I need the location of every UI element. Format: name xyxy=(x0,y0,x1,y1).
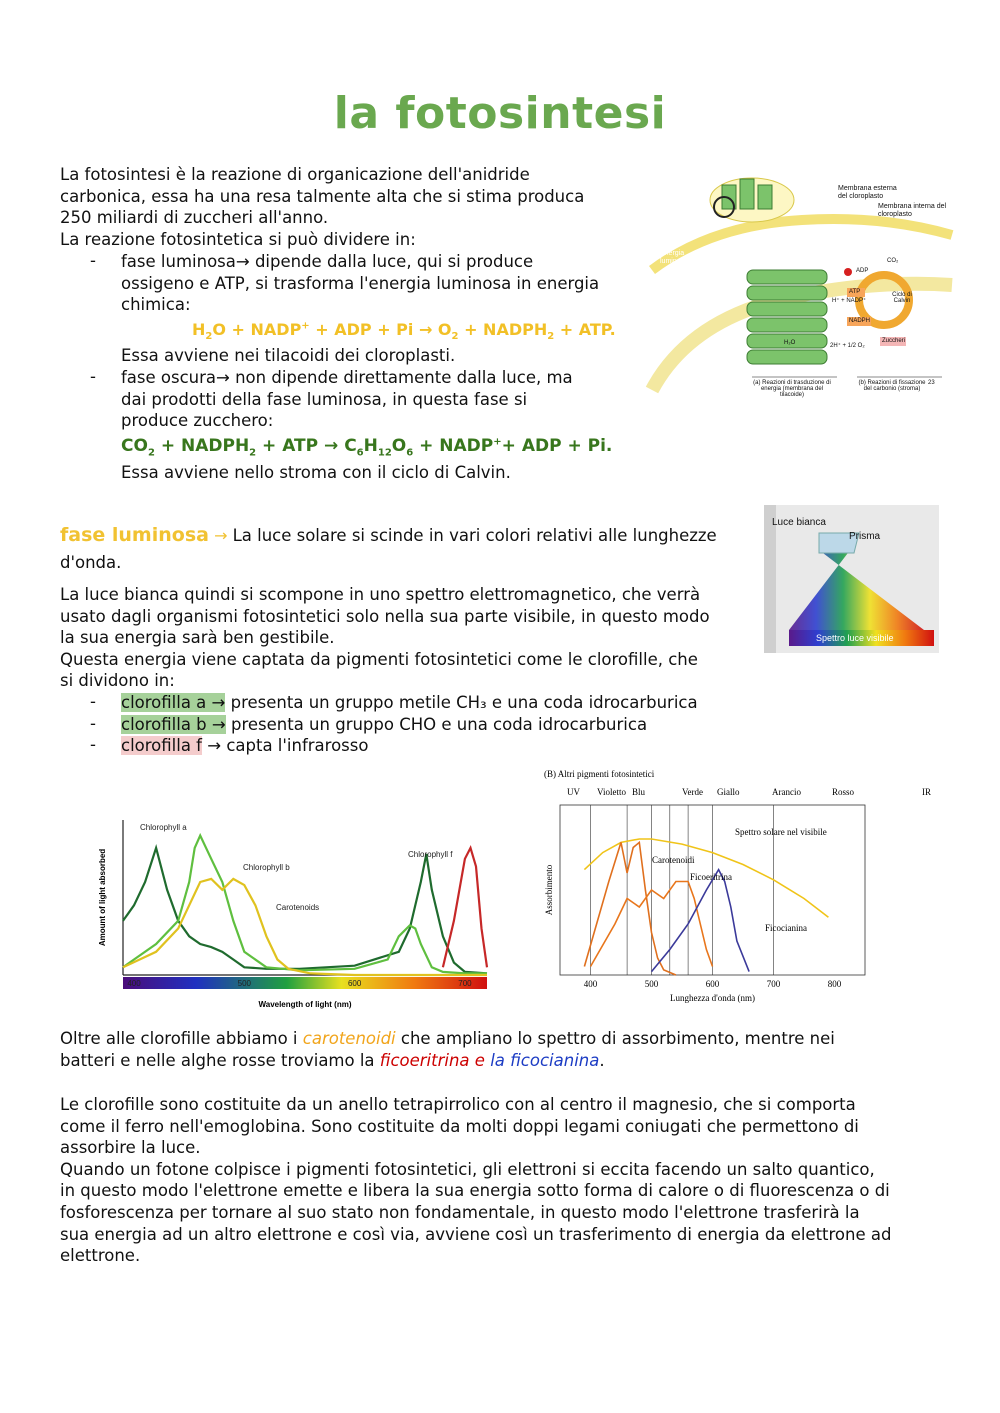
final-line: come il ferro nell'emoglobina. Sono costituite da molti doppi legami coniugati che permettono di xyxy=(60,1116,859,1136)
heading-arrow: → xyxy=(214,526,228,545)
chlorophyll-f-item xyxy=(121,735,368,757)
legend-label-carotenoids: Carotenoids xyxy=(276,903,320,912)
bullet-dash: - xyxy=(90,692,96,711)
h2o-label: H₂O xyxy=(784,340,796,346)
para-line: si dividono in: xyxy=(60,671,175,691)
light-phase-heading: fase luminosa xyxy=(60,524,209,546)
pigments-chart-svg xyxy=(540,765,931,1005)
light-energy-label: Energia luminosa xyxy=(660,250,689,265)
nadph-label: NADPH xyxy=(849,318,871,324)
final-line: assorbire la luce. xyxy=(60,1138,201,1158)
phase2-location: Essa avviene nello stroma con il ciclo di Calvin. xyxy=(121,463,511,482)
band-label-rosso: Rosso xyxy=(832,787,855,797)
para-line: usato dagli organismi fotosintetici solo nella sua parte visibile, in questo modo xyxy=(60,606,710,626)
phase1-line: chimica: xyxy=(121,295,191,315)
x-tick-label: 700 xyxy=(766,979,781,989)
carotenoids-line xyxy=(60,1050,940,1072)
band-label-uv: UV xyxy=(567,787,580,797)
visible-spectrum-label: Spettro luce visibile xyxy=(816,633,894,643)
light-phase-heading-line xyxy=(60,524,717,546)
x-axis-label: Lunghezza d'onda (nm) xyxy=(669,993,756,1003)
text-span: . xyxy=(599,1050,605,1070)
chlorophyll-a-item xyxy=(121,692,698,714)
wavelength-spectrum-bar xyxy=(123,977,487,989)
intro-line: La fotosintesi è la reazione di organicazione dell'anidride xyxy=(60,165,530,184)
text-span: batteri e nelle alghe rosse troviamo la xyxy=(60,1050,380,1070)
x-tick-label: 400 xyxy=(583,979,598,989)
ficocianina-term: la ficocianina xyxy=(490,1050,600,1070)
carotenoids-paragraph xyxy=(60,1028,940,1071)
absorption-chart-svg xyxy=(95,810,495,1015)
bullet-dash: - xyxy=(90,735,96,754)
x-tick-label: 800 xyxy=(827,979,842,989)
x-tick-label: 500 xyxy=(237,979,252,988)
phase1-item xyxy=(121,251,631,316)
bullet-dash: - xyxy=(90,251,96,270)
para-line: Questa energia viene captata da pigmenti fotosintetici come le clorofille, che xyxy=(60,649,698,669)
pigments-chart xyxy=(540,765,931,1005)
intro-line: 250 miliardi di zuccheri all'anno. xyxy=(60,208,329,228)
light-phase-intro-cont: d'onda. xyxy=(60,553,122,572)
light-phase-intro: La luce solare si scinde in vari colori relativi alle lunghezze xyxy=(232,526,717,545)
x-tick-label: 500 xyxy=(644,979,659,989)
final-line: Le clorofille sono costituite da un anello tetrapirrolico con al centro il magnesio, che si comporta xyxy=(60,1095,856,1114)
legend-label-spettro-solare-nel-visibile: Spettro solare nel visibile xyxy=(735,827,827,837)
outer-membrane-label: Membrana esterna del cloroplasto xyxy=(838,185,897,200)
y-axis-label: Assorbimento xyxy=(544,864,554,916)
sugars-label: Zuccheri xyxy=(882,338,906,344)
legend-label-chlorophyll-f: Chlorophyll f xyxy=(408,850,453,859)
band-label-violetto: Violetto xyxy=(597,787,626,797)
intro-paragraph xyxy=(60,164,630,250)
chlorophyll-a-name: clorofilla a → xyxy=(121,693,226,712)
calvin-label: Ciclo di Calvin xyxy=(892,292,912,304)
x-tick-label: 400 xyxy=(127,979,141,988)
phase2-item xyxy=(121,367,621,432)
final-line: Quando un fotone colpisce i pigmenti fotosintetici, gli elettroni si eccita facendo un salto quantico, xyxy=(60,1159,875,1179)
text-span: che ampliano lo spettro di assorbimento, mentre nei xyxy=(395,1029,835,1048)
chlorophyll-f-name: clorofilla f xyxy=(121,736,202,755)
prism-figure xyxy=(764,505,939,653)
page-number: 23 xyxy=(928,380,935,386)
para-line: La luce bianca quindi si scompone in uno spettro elettromagnetico, che verrà xyxy=(60,585,701,604)
chloroplast-diagram xyxy=(652,165,952,410)
inner-membrane-label: Membrana interna del cloroplasto xyxy=(878,203,947,218)
x-tick-label: 700 xyxy=(458,979,472,988)
absorption-chart xyxy=(95,810,495,1015)
nadp-label: H⁺ + NADP⁺ xyxy=(832,298,867,304)
light-phase-equation: $H_2O$ + NADP+ + ADP + $Pi \to O_2$ + $NADPH_2$ + ATP. xyxy=(192,320,616,343)
final-line: elettrone. xyxy=(60,1246,141,1266)
legend-label-carotenoidi: Carotenoidi xyxy=(652,855,695,865)
white-light-label: Luce bianca xyxy=(772,517,826,528)
y-axis-label: Amount of light absorbed xyxy=(98,848,107,947)
spectrum-paragraph xyxy=(60,584,760,692)
chlorophyll-f-desc: → capta l'infrarosso xyxy=(202,736,369,755)
phase1-line: fase luminosa→ dipende dalla luce, qui si produce xyxy=(121,252,534,271)
adp-label: ADP xyxy=(856,268,869,274)
legend-label-chlorophyll-a: Chlorophyll a xyxy=(140,823,187,832)
dark-phase-equation: $CO_2$ + $NADPH_2$ + ATP → $C_6H_{12}O_6$ + NADP++ ADP + Pi. xyxy=(121,436,613,459)
band-label-arancio: Arancio xyxy=(772,787,801,797)
phase2-line: dai prodotti della fase luminosa, in questa fase si xyxy=(121,389,528,409)
intro-line: La reazione fotosintetica si può dividere in: xyxy=(60,229,416,249)
ficoeritrina-term: ficoeritrina e xyxy=(379,1050,491,1070)
band-label-giallo: Giallo xyxy=(717,787,740,797)
atp-label: ATP xyxy=(849,289,861,295)
caption-b: (b) Reazioni di fissazione del carbonio (stroma) xyxy=(858,380,926,392)
bullet-dash: - xyxy=(90,367,96,386)
phase2-line: fase oscura→ non dipende direttamente dalla luce, ma xyxy=(121,368,573,387)
legend-label-ficocianina: Ficocianina xyxy=(765,923,807,933)
chlorophyll-structure-paragraph xyxy=(60,1094,950,1267)
chlorophyll-b-name: clorofilla b → xyxy=(121,715,226,734)
carotenoids-term: carotenoidi xyxy=(302,1029,396,1048)
co2-label: CO₂ xyxy=(887,258,899,264)
x-tick-label: 600 xyxy=(705,979,720,989)
final-line: fosforescenza per tornare al suo stato non fondamentale, in questo modo l'elettrone trasferirà la xyxy=(60,1202,860,1222)
prism-label: Prisma xyxy=(849,531,881,542)
bullet-dash: - xyxy=(90,714,96,733)
band-label-ir: IR xyxy=(922,787,931,797)
chlorophyll-b-desc: presenta un gruppo CHO e una coda idrocarburica xyxy=(225,715,648,734)
x-tick-label: 600 xyxy=(347,979,362,988)
carotenoids-line xyxy=(60,1028,940,1050)
intro-line: carbonica, essa ha una resa talmente alta che si stima produca xyxy=(60,186,585,206)
phase1-line: ossigeno e ATP, si trasforma l'energia luminosa in energia xyxy=(121,273,600,293)
legend-label-chlorophyll-b: Chlorophyll b xyxy=(243,863,290,872)
phase2-line: produce zucchero: xyxy=(121,411,274,431)
caption-a: (a) Reazioni di trasduzione di energia (membrana del tilacoide) xyxy=(753,380,831,398)
text-span: Oltre alle clorofille abbiamo i xyxy=(60,1029,303,1048)
legend-label-ficoeritrina: Ficoeritrina xyxy=(690,872,732,882)
x-axis-label: Wavelength of light (nm) xyxy=(258,1000,352,1009)
chlorophyll-b-item xyxy=(121,714,647,736)
final-line: sua energia ad un altro elettrone e così via, avviene così un trasferimento di energia da elettrone ad xyxy=(60,1224,892,1244)
page-title: la fotosintesi xyxy=(333,88,667,139)
band-label-verde: Verde xyxy=(682,787,703,797)
band-label-blu: Blu xyxy=(632,787,646,797)
phase1-location: Essa avviene nei tilacoidi dei cloroplasti. xyxy=(121,346,456,365)
chart-title: (B) Altri pigmenti fotosintetici xyxy=(544,769,655,779)
final-line: in questo modo l'elettrone emette e libera la sua energia sotto forma di calore o di fluorescenza o di xyxy=(60,1181,890,1201)
chlorophyll-a-desc: presenta un gruppo metile CH₃ e una coda idrocarburica xyxy=(225,693,698,712)
o2-label: 2H⁺ + 1/2 O₂ xyxy=(830,343,865,349)
para-line: la sua energia sarà ben gestibile. xyxy=(60,628,335,648)
